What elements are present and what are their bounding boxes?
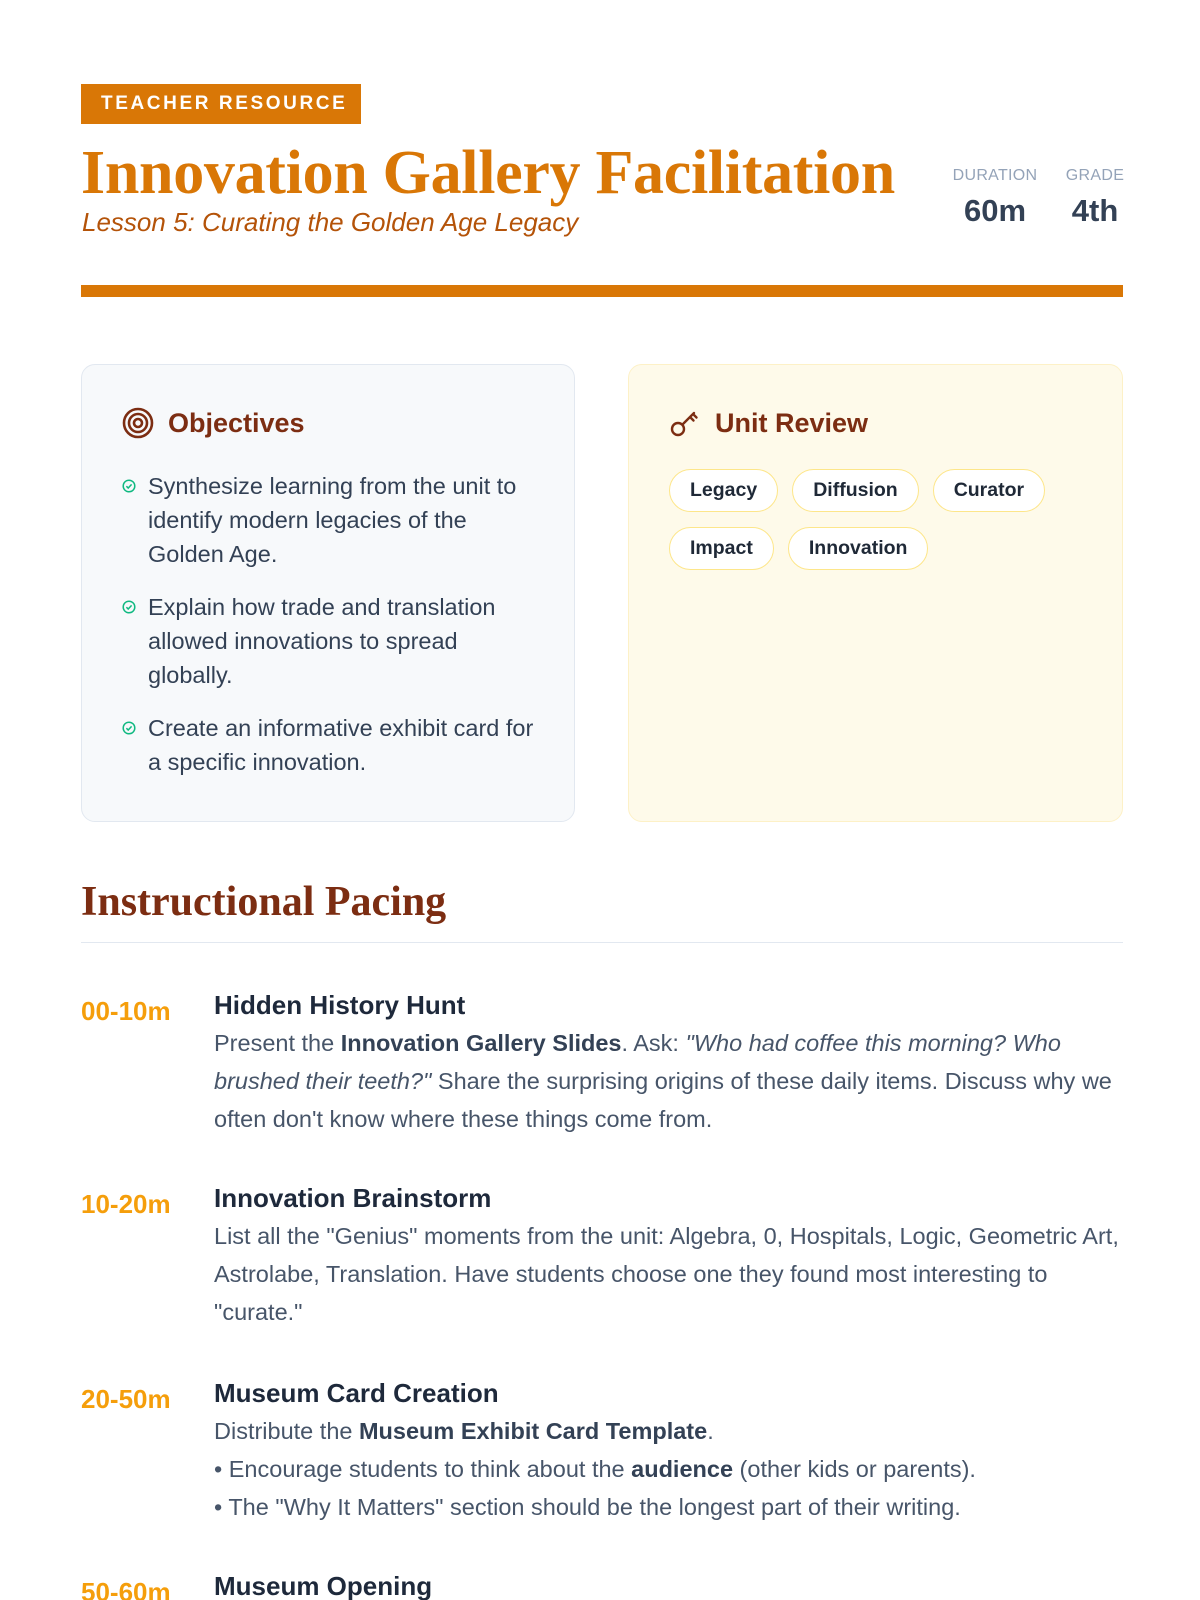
pacing-body	[214, 988, 1124, 1138]
target-icon	[122, 407, 154, 439]
pacing-bullet: • Encourage students to think about the audience (other kids or parents).	[214, 1456, 976, 1482]
grade-meta	[1064, 167, 1126, 229]
pacing-title: Museum Card Creation	[214, 1378, 499, 1408]
pacing-text: Distribute the Museum Exhibit Card Template.	[214, 1418, 714, 1444]
objective-item	[122, 711, 534, 779]
pacing-bullet: • The "Why It Matters" section should be the longest part of their writing.	[214, 1494, 961, 1520]
pacing-section-title: Instructional Pacing	[81, 879, 447, 925]
pacing-text: List all the "Genius" moments from the unit: Algebra, 0, Hospitals, Logic, Geometric Art, Astrolabe, Translation. Have students choose one they found most interesting to "curate."	[214, 1223, 1119, 1325]
grade-label: GRADE	[1065, 167, 1125, 184]
term-pill-innovation: Innovation	[788, 527, 929, 570]
term-pill-diffusion: Diffusion	[792, 469, 918, 512]
objective-item	[122, 469, 534, 571]
duration-value: 60m	[963, 193, 1027, 228]
duration-label: DURATION	[952, 167, 1038, 184]
objectives-header	[122, 405, 534, 441]
grade-value: 4th	[1071, 193, 1119, 228]
term-pill-impact: Impact	[669, 527, 774, 570]
unit-review-header	[669, 405, 1082, 441]
duration-meta	[950, 167, 1040, 229]
pacing-text: Present the Innovation Gallery Slides. Ask: "Who had coffee this morning? Who brushed their teeth?" Share the surprising origins of these daily items. Discuss why we often don't know where these things come from.	[214, 1030, 1112, 1132]
lesson-subtitle: Lesson 5: Curating the Golden Age Legacy	[82, 207, 579, 237]
objective-text: Explain how trade and translation allowed innovations to spread globally.	[148, 594, 496, 688]
vocabulary-pills	[669, 469, 1069, 570]
objective-item	[122, 590, 534, 692]
objective-text: Synthesize learning from the unit to identify modern legacies of the Golden Age.	[148, 473, 517, 567]
objectives-card	[81, 364, 575, 822]
unit-review-card	[628, 364, 1123, 822]
pacing-title: Hidden History Hunt	[214, 990, 466, 1020]
check-circle-icon	[122, 479, 136, 493]
pacing-body	[214, 1181, 1124, 1331]
objectives-title: Objectives	[168, 407, 305, 438]
pacing-divider	[81, 942, 1123, 943]
pacing-title: Innovation Brainstorm	[214, 1183, 492, 1213]
term-pill-legacy: Legacy	[669, 469, 778, 512]
pacing-time: 50-60m	[81, 1577, 171, 1600]
pacing-body	[214, 1569, 1124, 1600]
check-circle-icon	[122, 600, 136, 614]
pacing-time: 10-20m	[81, 1189, 171, 1219]
objectives-list	[122, 469, 534, 779]
check-circle-icon	[122, 721, 136, 735]
pacing-title: Museum Opening	[214, 1571, 433, 1600]
pacing-time: 00-10m	[81, 996, 171, 1026]
term-pill-curator: Curator	[933, 469, 1045, 512]
page-title: Innovation Gallery Facilitation	[81, 139, 895, 207]
teacher-resource-badge: TEACHER RESOURCE	[81, 84, 361, 124]
objective-text: Create an informative exhibit card for a specific innovation.	[148, 715, 534, 775]
unit-review-title: Unit Review	[715, 407, 869, 438]
key-icon	[669, 407, 701, 439]
header-divider	[81, 285, 1123, 297]
pacing-time: 20-50m	[81, 1384, 171, 1414]
pacing-body	[214, 1376, 1124, 1526]
